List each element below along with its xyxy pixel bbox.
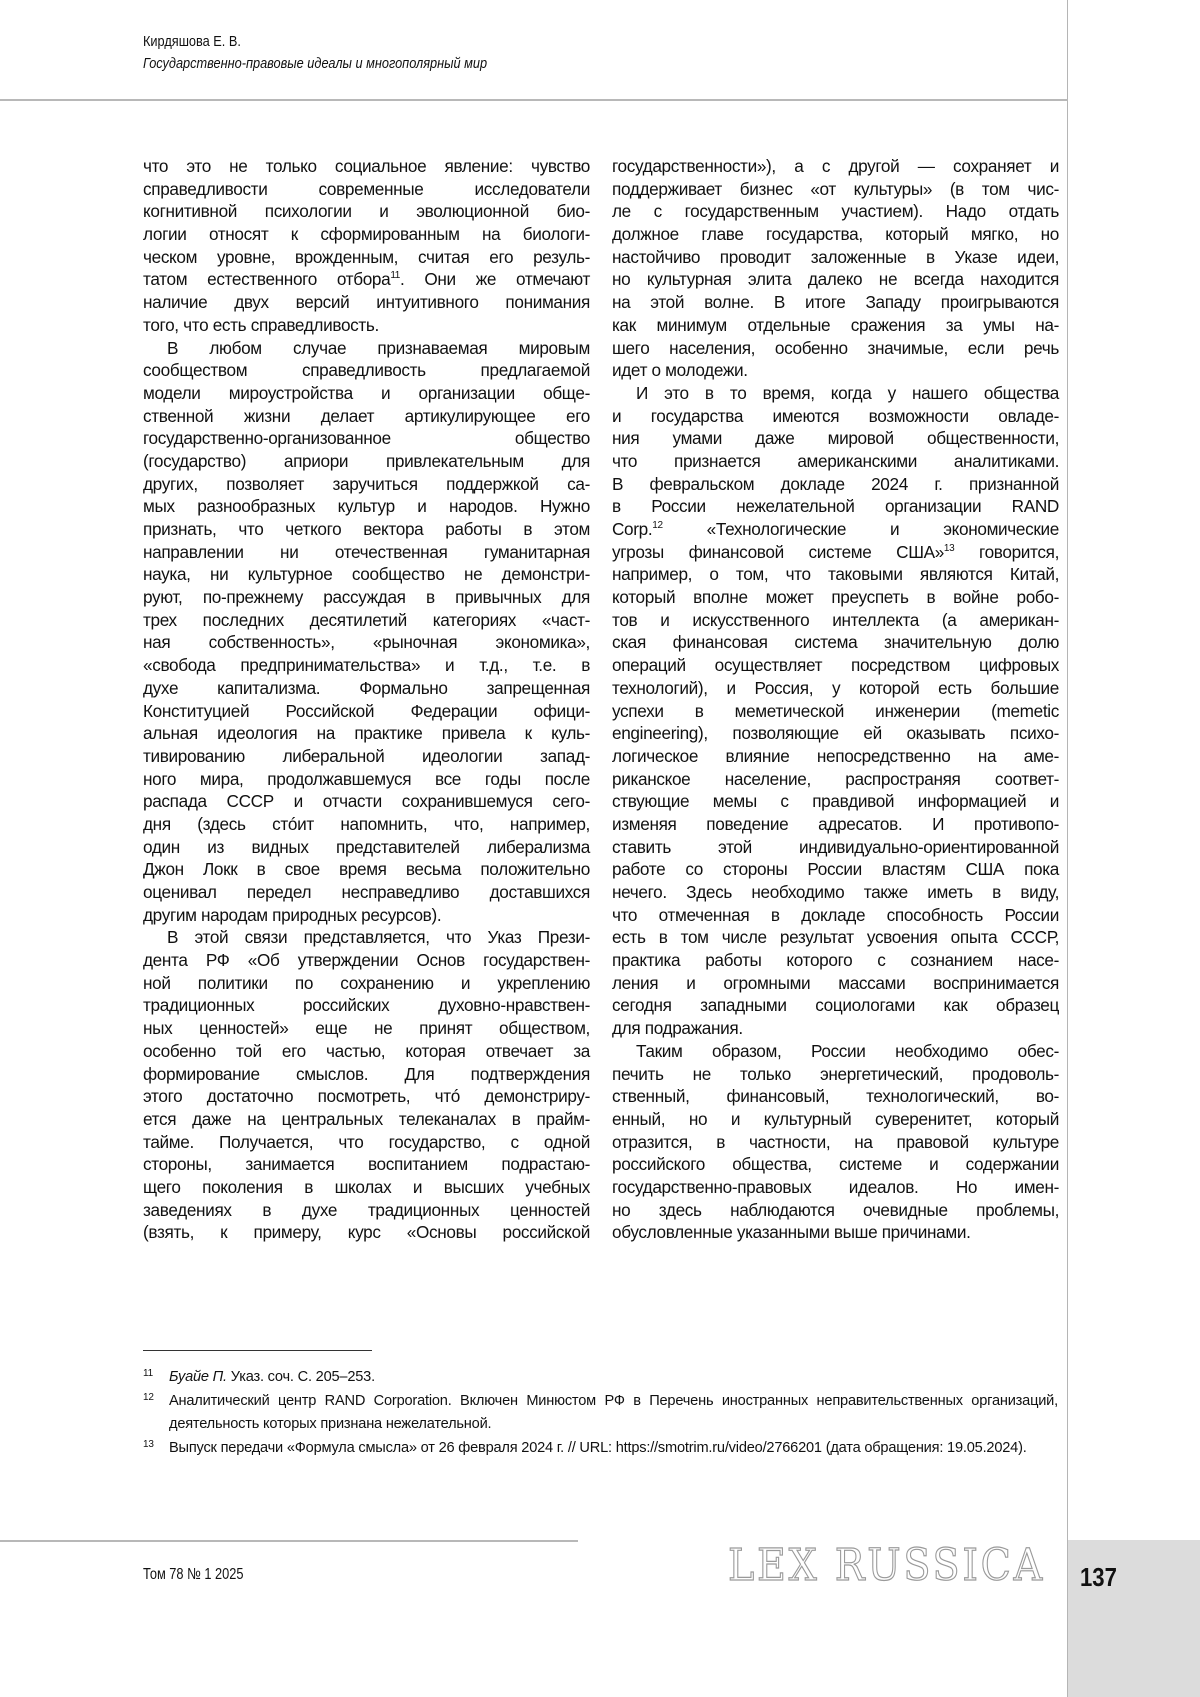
line-text: для подражания. (612, 1018, 743, 1038)
text-line (612, 518, 1059, 541)
footnote (143, 1366, 1058, 1390)
footer-rule (0, 1540, 578, 1542)
line-text: В этой связи представляется, что Указ Прези- (167, 927, 590, 947)
text-line (612, 541, 1059, 564)
line-text: успехи в меметической инженерии (memetic (612, 701, 1059, 721)
line-text: ческом уровне, врожденным, считая его резуль- (143, 247, 590, 267)
line-text: (взять, к примеру, курс «Основы российской (143, 1222, 590, 1242)
text-line (143, 1199, 590, 1222)
line-text: есть в том числе результат усвоения опыта СССР, (612, 927, 1059, 947)
line-text: (государство) априори привлекательным для (143, 451, 590, 471)
text-line (143, 836, 590, 859)
text-line (143, 359, 590, 382)
line-text: ления и огромными массами воспринимается (612, 973, 1059, 993)
line-text: ная собственность», «рыночная экономика», (143, 632, 590, 652)
text-line (612, 994, 1059, 1017)
text-line (143, 1131, 590, 1154)
text-line (143, 337, 590, 360)
text-line (143, 405, 590, 428)
text-line (143, 1153, 590, 1176)
text-line (143, 881, 590, 904)
line-text: идет о молодежи. (612, 360, 748, 380)
line-text: заведениях в духе традиционных ценностей (143, 1200, 590, 1220)
line-text: один из видных представителей либерализма (143, 837, 590, 857)
line-text: И это в то время, когда у нашего общества (636, 383, 1059, 403)
line-text: ного мира, продолжавшемуся все годы после (143, 769, 590, 789)
footnote (143, 1437, 1058, 1461)
line-text: когнитивной психологии и эволюционной био- (143, 201, 590, 221)
line-text: традиционных российских духовно-нравствен- (143, 995, 590, 1015)
line-text: дня (здесь стóит напомнить, что, например, (143, 814, 590, 834)
line-text: сообществом справедливость предлагаемой (143, 360, 590, 380)
text-line (612, 1199, 1059, 1222)
line-text: стороны, занимается воспитанием подрастаю- (143, 1154, 590, 1174)
text-line (612, 722, 1059, 745)
text-line (612, 1176, 1059, 1199)
text-line (612, 1131, 1059, 1154)
line-text: ется даже на центральных телеканалах в прайм- (143, 1109, 590, 1129)
line-text: ственной жизни делает артикулирующее его (143, 406, 590, 426)
line-text: поддерживает бизнес «от культуры» (в том чис- (612, 179, 1059, 199)
text-line (612, 631, 1059, 654)
line-text: что признается американскими аналитиками. (612, 451, 1059, 471)
text-line (612, 836, 1059, 859)
footnote-number: 12 (143, 1386, 154, 1410)
text-line (143, 541, 590, 564)
text-line (143, 1063, 590, 1086)
text-line (143, 450, 590, 473)
line-text: духе капитализма. Формально запрещенная (143, 678, 590, 698)
text-line (143, 427, 590, 450)
text-line (143, 745, 590, 768)
text-line (612, 745, 1059, 768)
line-text: мых разнообразных культур и народов. Нужно (143, 496, 590, 516)
text-line (143, 178, 590, 201)
line-text: ле с государственным участием). Надо отдать (612, 201, 1059, 221)
text-line (612, 904, 1059, 927)
line-text: настойчиво проводит заложенные в Указе идеи, (612, 247, 1059, 267)
text-line (612, 495, 1059, 518)
line-text: справедливости современные исследователи (143, 179, 590, 199)
text-line (612, 405, 1059, 428)
journal-logo: LEX RUSSICA (728, 1540, 1045, 1591)
line-text: отразится, в частности, на правовой культуре (612, 1132, 1059, 1152)
line-text: который вполне может преуспеть в войне робо- (612, 587, 1059, 607)
line-text: операций осуществляет посредством цифровых (612, 655, 1059, 675)
text-line (143, 1176, 590, 1199)
line-text: что это не только социальное явление: чувство (143, 156, 590, 176)
line-text: ственный, финансовый, технологический, во- (612, 1086, 1059, 1106)
line-text: распада СССР и отчасти сохранившемуся сего- (143, 791, 590, 811)
text-line (612, 949, 1059, 972)
footnote-number: 11 (143, 1362, 153, 1386)
text-line (143, 563, 590, 586)
text-line (612, 359, 1059, 382)
text-line (612, 768, 1059, 791)
header-article-title: Государственно-правовые идеалы и многополярный мир (143, 55, 487, 72)
text-column-left (143, 155, 590, 1244)
text-line (612, 155, 1059, 178)
line-text: engineering), позволяющие ей оказывать психо- (612, 723, 1059, 743)
text-line (143, 813, 590, 836)
text-line (612, 790, 1059, 813)
text-line (612, 700, 1059, 723)
text-line (143, 1108, 590, 1131)
line-text: как минимум отдельные сражения за умы на- (612, 315, 1059, 335)
line-text: угрозы финансовой системе США» (612, 542, 944, 562)
line-text: но культурная элита далеко не всегда находится (612, 269, 1059, 289)
text-line (143, 495, 590, 518)
text-line (143, 790, 590, 813)
text-line (143, 586, 590, 609)
line-text: тивированию либеральной идеологии запад- (143, 746, 590, 766)
text-line (143, 858, 590, 881)
line-text: государственно-правовых идеалов. Но имен- (612, 1177, 1059, 1197)
line-text: работе со стороны России властям США пока (612, 859, 1059, 879)
text-line (612, 1063, 1059, 1086)
line-text: ной политики по сохранению и укреплению (143, 973, 590, 993)
line-text: другим народам природных ресурсов). (143, 905, 441, 925)
line-text: особенно той его частью, которая отвечает за (143, 1041, 590, 1061)
text-line (143, 382, 590, 405)
line-text: других, позволяет заручиться поддержкой са- (143, 474, 590, 494)
line-text: признать, что четкого вектора работы в этом (143, 519, 590, 539)
line-text: трех последних десятилетий категориях «част- (143, 610, 590, 630)
line-text: государственности»), а с другой — сохраняет и (612, 156, 1059, 176)
page-number-box (1068, 1540, 1200, 1697)
line-text: модели мироустройства и организации обще- (143, 383, 590, 403)
text-column-right (612, 155, 1059, 1244)
text-line (612, 972, 1059, 995)
line-text: ставить этой индивидуально-ориентированной (612, 837, 1059, 857)
line-text: технологий), и Россия, у которой есть большие (612, 678, 1059, 698)
line-text-after: говорится, (954, 542, 1059, 562)
line-text: на этой волне. В итоге Западу проигрываются (612, 292, 1059, 312)
text-line (612, 677, 1059, 700)
text-line (612, 291, 1059, 314)
text-line (143, 246, 590, 269)
line-text: практика работы которого с сознанием насе- (612, 950, 1059, 970)
line-text: в России нежелательной организации RAND (612, 496, 1059, 516)
text-line (612, 1221, 1059, 1244)
text-line (612, 427, 1059, 450)
text-line (612, 1153, 1059, 1176)
line-text: шего населения, особенно значимые, если речь (612, 338, 1059, 358)
line-text: наличие двух версий интуитивного понимания (143, 292, 590, 312)
text-line (612, 337, 1059, 360)
text-line (612, 200, 1059, 223)
line-text: изменяя поведение адресатов. И противопо- (612, 814, 1059, 834)
line-text: российского общества, системе и содержании (612, 1154, 1059, 1174)
line-text: В февральском докладе 2024 г. признанной (612, 474, 1059, 494)
line-text: формирование смыслов. Для подтверждения (143, 1064, 590, 1084)
line-text: дента РФ «Об утверждении Основ государствен- (143, 950, 590, 970)
page-number: 137 (1080, 1562, 1117, 1593)
header-rule (0, 99, 1068, 101)
text-line (612, 223, 1059, 246)
text-line (612, 382, 1059, 405)
line-text: например, о том, что таковыми являются Китай, (612, 564, 1059, 584)
line-text: енный, но и культурный суверенитет, который (612, 1109, 1059, 1129)
text-line (612, 586, 1059, 609)
text-line (143, 994, 590, 1017)
footnote (143, 1390, 1058, 1437)
line-text: щего поколения в школах и высших учебных (143, 1177, 590, 1197)
text-line (612, 1108, 1059, 1131)
line-text: того, что есть справедливость. (143, 315, 379, 335)
line-text: альная идеология на практике привела к куль- (143, 723, 590, 743)
footnote-ref: 12 (652, 520, 662, 531)
text-line (143, 291, 590, 314)
text-line (612, 178, 1059, 201)
line-text: риканское население, распространяя соответ- (612, 769, 1059, 789)
line-text-after: . Они же отмечают (400, 269, 590, 289)
text-line (612, 926, 1059, 949)
line-text: этого достаточно посмотреть, чтó демонстриру- (143, 1086, 590, 1106)
text-line (143, 223, 590, 246)
line-text: тов и искусственного интеллекта (а американ- (612, 610, 1059, 630)
right-margin-line (1067, 0, 1068, 1697)
header-author: Кирдяшова Е. В. (143, 33, 487, 50)
text-line (143, 1040, 590, 1063)
text-line (143, 200, 590, 223)
footnote-ref: 11 (390, 270, 400, 281)
line-text: ская финансовая система значительную долю (612, 632, 1059, 652)
text-line (143, 768, 590, 791)
text-line (612, 268, 1059, 291)
line-text: Конституцией Российской Федерации офици- (143, 701, 590, 721)
line-text: что отмеченная в докладе способность России (612, 905, 1059, 925)
text-line (143, 722, 590, 745)
text-line (143, 700, 590, 723)
line-text: направлении ни отечественная гуманитарная (143, 542, 590, 562)
line-text: Джон Локк в свое время весьма положительно (143, 859, 590, 879)
footnote-number: 13 (143, 1433, 154, 1457)
text-line (143, 1221, 590, 1244)
line-text: государственно-организованное общество (143, 428, 590, 448)
text-line (143, 926, 590, 949)
text-line (143, 677, 590, 700)
text-line (612, 314, 1059, 337)
text-line (143, 518, 590, 541)
line-text: но здесь наблюдаются очевидные проблемы, (612, 1200, 1059, 1220)
line-text: руют, по-прежнему рассуждая в привычных для (143, 587, 590, 607)
line-text: ствующие мемы с правдивой информацией и (612, 791, 1059, 811)
text-line (143, 949, 590, 972)
text-line (143, 609, 590, 632)
footnotes (143, 1366, 1058, 1460)
line-text: и государства имеются возможности овладе- (612, 406, 1059, 426)
text-line (143, 654, 590, 677)
line-text: нечего. Здесь необходимо также иметь в виду, (612, 882, 1059, 902)
text-line (143, 1017, 590, 1040)
line-text: ных ценностей» еще не принят обществом, (143, 1018, 590, 1038)
text-line (143, 268, 590, 291)
line-text: Corp. (612, 519, 652, 539)
line-text: ния умами даже мировой общественности, (612, 428, 1059, 448)
text-line (143, 904, 590, 927)
text-line (612, 563, 1059, 586)
line-text: В любом случае признаваемая мировым (167, 338, 590, 358)
running-header (143, 33, 548, 72)
footnote-text: Указ. соч. С. 205–253. (227, 1369, 375, 1385)
line-text-after: «Технологические и экономические (663, 519, 1059, 539)
text-line (612, 813, 1059, 836)
footnote-author: Буайе П. (169, 1369, 227, 1385)
text-line (143, 155, 590, 178)
text-line (612, 1040, 1059, 1063)
text-line (143, 972, 590, 995)
line-text: «свобода предпринимательства» и т.д., т.е. в (143, 655, 590, 675)
text-line (143, 631, 590, 654)
text-line (612, 609, 1059, 632)
text-line (612, 1085, 1059, 1108)
line-text: логии относят к сформированным на биологи- (143, 224, 590, 244)
line-text: логическое влияние непосредственно на аме- (612, 746, 1059, 766)
footnote-ref: 13 (944, 543, 954, 554)
line-text: печить не только энергетический, продоволь- (612, 1064, 1059, 1084)
text-line (143, 314, 590, 337)
text-line (612, 246, 1059, 269)
text-line (612, 881, 1059, 904)
line-text: должное главе государства, который мягко, но (612, 224, 1059, 244)
text-line (612, 654, 1059, 677)
line-text: обусловленные указанными выше причинами. (612, 1222, 971, 1242)
line-text: татом естественного отбора (143, 269, 390, 289)
footnote-text: Выпуск передачи «Формула смысла» от 26 февраля 2024 г. // URL: https://smotrim.ru/video/2766201 (дата обращения: 19.05.2024). (169, 1440, 1027, 1456)
journal-issue: Том 78 № 1 2025 (143, 1566, 244, 1584)
line-text: сегодня западными социологами как образец (612, 995, 1059, 1015)
footnote-separator (143, 1350, 372, 1351)
line-text: Таким образом, России необходимо обес- (636, 1041, 1059, 1061)
text-line (612, 450, 1059, 473)
text-line (612, 858, 1059, 881)
text-line (612, 473, 1059, 496)
line-text: наука, ни культурное сообщество не демонстри- (143, 564, 590, 584)
line-text: тайме. Получается, что государство, с одной (143, 1132, 590, 1152)
text-line (143, 1085, 590, 1108)
line-text: оценивал передел несправедливо доставшихся (143, 882, 590, 902)
text-line (143, 473, 590, 496)
text-line (612, 1017, 1059, 1040)
footnote-text: Аналитический центр RAND Corporation. Включен Минюстом РФ в Перечень иностранных неправитель­ственных организаций, деятельность которых признана нежелательной. (169, 1393, 1058, 1433)
